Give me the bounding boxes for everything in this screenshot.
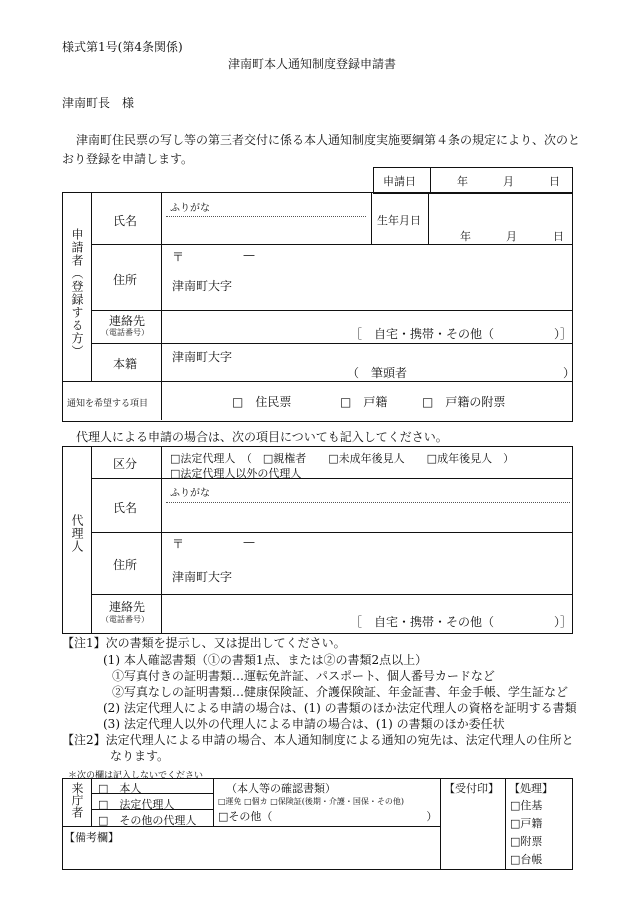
application-date-label: 申請日 (383, 175, 416, 188)
process-label: 【処理】 (509, 782, 553, 795)
applicant-side-label: 申請者（登録する方） (70, 228, 84, 358)
id-docs-other: □その他（ ） (218, 810, 438, 823)
notify-option-koseki[interactable]: □ 戸籍 (340, 395, 388, 409)
birth-month: 月 (506, 230, 517, 243)
process-juki: □住基 (510, 799, 543, 812)
process-fuhyo: □附票 (510, 835, 543, 848)
proxy-kubun-label: 区分 (113, 457, 138, 471)
applicant-furigana: ふりがな (170, 203, 210, 214)
postal-mark-icon: 〒 (172, 250, 185, 264)
notify-label: 通知を希望する項目 (67, 399, 149, 409)
birth-day: 日 (553, 230, 564, 243)
proxy-postal-dash: — (243, 535, 255, 549)
note-1-nophoto-id: ②写真なしの証明書類…健康保険証、介護保険証、年金証書、年金手帳、学生証など (112, 685, 569, 699)
date-day: 日 (549, 175, 560, 188)
date-year: 年 (457, 175, 468, 188)
note-1-item: (1) 本人確認書類（①の書類1点、または②の書類2点以上） (103, 653, 428, 667)
head-of-family: （ 筆頭者 ） (347, 366, 576, 380)
notify-option-fuhyo[interactable]: □ 戸籍の附票 (422, 395, 506, 409)
proxy-contact-label: 連絡先 (109, 600, 146, 614)
proxy-kubun-other[interactable]: □法定代理人以外の代理人 (170, 467, 302, 480)
id-docs-title: （本人等の確認書類） (226, 782, 336, 795)
date-month: 月 (503, 175, 514, 188)
proxy-name-label: 氏名 (113, 501, 138, 515)
birth-date-label: 生年月日 (377, 214, 421, 227)
process-daicho: □台帳 (510, 853, 543, 866)
visitor-legal-proxy: □ 法定代理人 (98, 798, 175, 811)
intro-text-2: おり登録を申請します。 (62, 152, 194, 166)
applicant-contact-sub: （電話番号） (101, 328, 149, 337)
proxy-note: 代理人による申請の場合は、次の項目についても記入してください。 (76, 430, 448, 444)
visitor-other-proxy: □ その他の代理人 (98, 814, 197, 827)
form-number: 様式第1号(第4条関係) (62, 40, 183, 54)
note-1-other-proxy: (3) 法定代理人以外の代理人による申請の場合は、(1) の書類のほか委任状 (103, 717, 505, 731)
applicant-contact-label: 連絡先 (109, 314, 146, 328)
note-1-title: 【注1】次の書類を提示し、又は提出してください。 (62, 636, 346, 650)
process-koseki: □戸籍 (510, 817, 543, 830)
proxy-side-label: 代理人 (70, 514, 84, 553)
visitor-self: □ 本人 (98, 782, 142, 795)
applicant-address-label: 住所 (113, 273, 138, 287)
form-title: 津南町本人通知制度登録申請書 (228, 57, 397, 71)
note-2-cont: なります。 (110, 749, 170, 763)
proxy-kubun-legal[interactable]: □法定代理人 （ □親権者 □未成年後見人 □成年後見人 ） (170, 452, 515, 465)
honseki-prefix: 津南町大字 (172, 350, 233, 364)
note-1-legal-proxy: (2) 法定代理人による申請の場合は、(1) の書類のほか法定代理人の資格を証明する書類 (103, 701, 577, 715)
proxy-contact-sub: （電話番号） (101, 615, 149, 624)
applicant-contact-options: ［ 自宅・携帯・その他（ ）］ (350, 327, 573, 341)
note-2: 【注2】法定代理人による申請の場合、本人通知制度による通知の宛先は、法定代理人の住所と (62, 733, 574, 747)
applicant-address-prefix: 津南町大字 (172, 279, 233, 293)
proxy-postal-mark-icon: 〒 (172, 537, 185, 551)
birth-year: 年 (460, 230, 471, 243)
proxy-furigana: ふりがな (170, 488, 210, 499)
applicant-section (62, 192, 576, 422)
intro-text: 津南町住民票の写し等の第三者交付に係る本人通知制度実施要綱第４条の規定により、次のと (76, 133, 581, 147)
honseki-label: 本籍 (113, 357, 138, 371)
postal-dash: — (243, 248, 255, 262)
id-docs-options: □運免 □個カ □保険証(後期・介護・国保・その他) (218, 797, 405, 806)
note-1-photo-id: ①写真付きの証明書類…運転免許証、パスポート、個人番号カードなど (112, 669, 495, 683)
addressee: 津南町長 様 (62, 96, 135, 110)
proxy-address-prefix: 津南町大字 (172, 570, 233, 584)
visitor-label: 来庁者 (70, 782, 84, 818)
remarks-label: 【備考欄】 (64, 831, 119, 844)
applicant-name-label: 氏名 (113, 214, 138, 228)
proxy-contact-options: ［ 自宅・携帯・その他（ ）］ (350, 615, 573, 629)
received-stamp-label: 【受付印】 (444, 782, 499, 795)
office-caption: ＊次の欄は記入しないでください (68, 771, 204, 781)
notify-option-juminhyo[interactable]: □ 住民票 (232, 395, 292, 409)
proxy-address-label: 住所 (113, 558, 138, 572)
